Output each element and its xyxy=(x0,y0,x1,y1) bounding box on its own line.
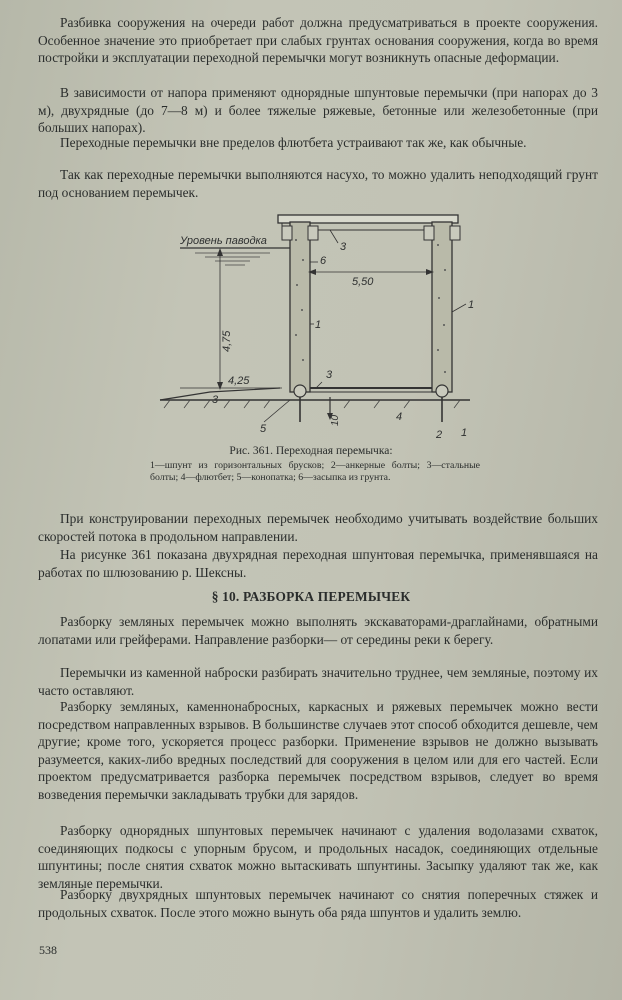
label-1-left: 1 xyxy=(315,319,322,331)
dim-width: 5,50 xyxy=(352,276,374,288)
paragraph-5: При конструировании переходных перемычек необходимо учитывать воздействие больших скоростей потока в продольном направлении. xyxy=(38,511,598,544)
label-5: 5 xyxy=(260,423,267,435)
paragraph-2: В зависимости от напора применяют однорядные шпунтовые перемычки (при напорах до 3 м), двухрядные (до 7—8 м) и более тяжелые ряжевые, бетонные или железобетонные (при больших напорах). xyxy=(38,85,598,136)
water-level-label: Уровень паводка xyxy=(180,235,267,247)
dim-height: 4,75 xyxy=(221,330,233,352)
dim-base: 4,25 xyxy=(228,375,250,387)
paragraph-6: На рисунке 361 показана двухрядная переходная шпунтовая перемычка, применявшаяся на работах по шлюзованию р. Шексны. xyxy=(38,547,598,580)
paragraph-10: Разборку однорядных шпунтовых перемычек начинают с удаления водолазами схваток, соединяющих подкосы с упорным брусом, и продольных насадок, соединяющих отдельные шпунтины; после снятия схваток можно вытаскивать шпунтины. Засыпку удаляют так же, как земляные перемычки. xyxy=(38,823,598,891)
label-4: 4 xyxy=(396,411,403,423)
paragraph-3: Переходные перемычки вне пределов флютбета устраивают так же, как обычные. xyxy=(60,135,527,150)
label-1-bottom: 1 xyxy=(461,427,468,439)
page-number: 538 xyxy=(39,943,57,957)
label-3-bottom: 3 xyxy=(326,369,333,381)
paragraph-11: Разборку двухрядных шпунтовых перемычек начинают со снятия поперечных стяжек и продольных схваток. После этого можно вынуть оба ряда шпунтов и удалить землю. xyxy=(38,887,598,920)
figure-caption-legend: 1—шпунт из горизонтальных брусков; 2—анкерные болты; 3—стальные болты; 4—флютбет; 5—конопатка; 6—засыпка из грунта. xyxy=(150,460,480,483)
dim-bolt: 10 xyxy=(330,414,341,426)
paragraph-9: Разборку земляных, каменнонабросных, каркасных и ряжевых перемычек можно вести посредством направленных взрывов. В большинстве случаев этот способ обходится дешевле, чем другие; кроме того, ускоряется процесс разборки. Применение взрывов не должно вызывать разумеется, каких-либо вредных последствий для сооружения в целом или для его частей. Если проектом предусматривается разборка перемычек посредством взрывов, следует во время возведения перемычки закладывать трубки для зарядов. xyxy=(38,699,598,802)
paragraph-1: Разбивка сооружения на очереди работ должна предусматриваться в проекте сооружения. Особенное значение это приобретает при слабых грунтах основания сооружения, когда во время постройки и эксплуатации переходной перемычки могут возникнуть опасные деформации. xyxy=(38,15,598,66)
cofferdam-figure xyxy=(150,200,490,440)
paragraph-8: Перемычки из каменной наброски разбирать значительно труднее, чем земляные, поэтому их часто оставляют. xyxy=(38,665,598,698)
label-3-top: 3 xyxy=(340,241,347,253)
label-6: 6 xyxy=(320,255,327,267)
figure-caption-title: Рис. 361. Переходная перемычка: xyxy=(229,445,393,457)
paragraph-7: Разборку земляных перемычек можно выполнять экскаваторами-драглайнами, обратными лопатами или грейферами. Направление разборки— от середины реки к берегу. xyxy=(38,614,598,647)
label-3-slope: 3 xyxy=(212,394,219,406)
paragraph-4: Так как переходные перемычки выполняются насухо, то можно удалить неподходящий грунт под основанием перемычек. xyxy=(38,167,598,200)
section-heading: § 10. РАЗБОРКА ПЕРЕМЫЧЕК xyxy=(211,589,411,604)
label-1-right: 1 xyxy=(468,299,475,311)
label-2: 2 xyxy=(436,429,443,440)
